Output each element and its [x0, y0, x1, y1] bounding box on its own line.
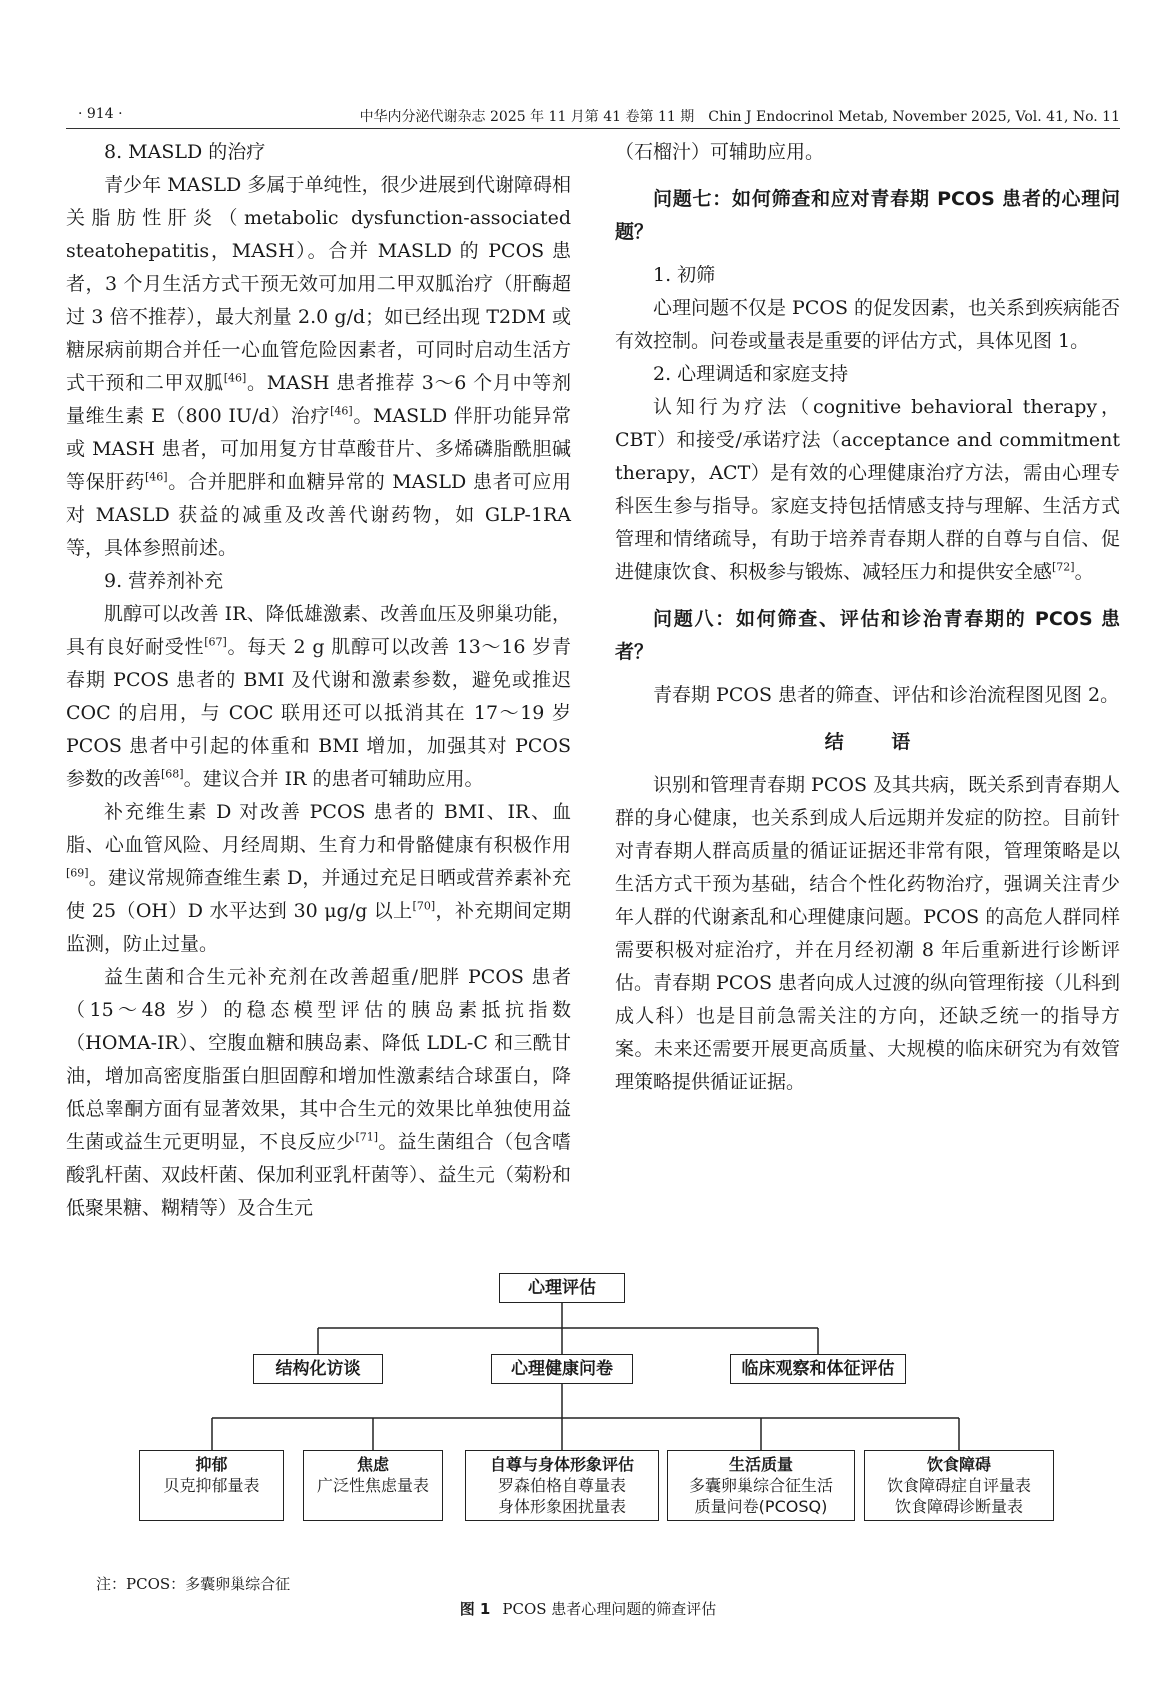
paragraph-inositol: 肌醇可以改善 IR、降低雄激素、改善血压及卵巢功能，具有良好耐受性[67]。每天 2 g 肌醇可以改善 13～16 岁青春期 PCOS 患者的 BMI 及代谢和激素参数，避免或推迟 COC 的启用，与 COC 联用还可以抵消其在 17～19 岁 PCOS 患者中引起的体重和 BMI 增加，加强其对 PCOS 参数的改善[68]。建议合并 IR 的患者可辅助应用。 — [66, 603, 571, 790]
paragraph-probiotics: 益生菌和合生元补充剂在改善超重/肥胖 PCOS 患者（15～48 岁）的稳态模型评估的胰岛素抵抗指数（HOMA-IR）、空腹血糖和胰岛素、降低 LDL-C 和三酰甘油，增加高密度脂蛋白胆固醇和增加性激素结合球蛋白，降低总睾酮方面有显著效果，其中合生元的效果比单独使用益生菌或益生元更明显，不良反应少[71]。益生菌组合（包含嗜酸乳杆菌、双歧杆菌、保加利亚乳杆菌等）、益生元（菊粉和低聚果糖、糊精等）及合生元 — [66, 966, 571, 1219]
paragraph-flowchart-ref: 青春期 PCOS 患者的筛查、评估和诊治流程图见图 2。 — [653, 684, 1120, 706]
figure-caption-text: PCOS 患者心理问题的筛查评估 — [502, 1600, 717, 1618]
paragraph-screening: 心理问题不仅是 PCOS 的促发因素，也关系到疾病能否有效控制。问卷或量表是重要的评估方式，具体见图 1。 — [615, 297, 1120, 352]
paragraph-family-support: 认知行为疗法（cognitive behavioral therapy，CBT）和接受/承诺疗法（acceptance and commitment therapy，ACT）是有效的心理健康治疗方法，需由心理专科医生参与指导。家庭支持包括情感支持与理解、生活方式管理和情绪疏导，有助于培养青春期人群的自尊与自信、促进健康饮食、积极参与锻炼、减轻压力和提供安全感[72]。 — [615, 396, 1120, 583]
figure-note: 注：PCOS：多囊卵巢综合征 — [96, 1575, 291, 1593]
page-number: · 914 · — [78, 106, 123, 122]
citation: [46] — [223, 371, 247, 385]
subsection-screening: 1. 初筛 — [653, 264, 716, 286]
citation: [46] — [330, 404, 353, 418]
flow-questionnaire-box: 心理健康问卷 — [491, 1354, 633, 1384]
question-seven-heading: 问题七：如何筛查和应对青春期 PCOS 患者的心理问题？ — [615, 188, 1120, 243]
citation: [67] — [204, 635, 227, 649]
citation: [72] — [1052, 560, 1075, 574]
journal-running-head: 中华内分泌代谢杂志 2025 年 11 月第 41 卷第 11 期 Chin J Endocrinol Metab, November 2025, Vol. 41, No. 11 — [359, 109, 1120, 125]
flow-leaf-eating-disorder: 饮食障碍 饮食障碍症自评量表 饮食障碍诊断量表 — [864, 1450, 1054, 1521]
citation: [69] — [66, 866, 89, 880]
right-column — [615, 136, 1120, 1099]
paragraph-continuation: （石榴汁）可辅助应用。 — [615, 141, 825, 163]
flow-leaf-anxiety: 焦虑 广泛性焦虑量表 — [303, 1450, 443, 1521]
figure-caption — [0, 1598, 1176, 1619]
section-heading-masld: 8. MASLD 的治疗 — [104, 141, 266, 163]
citation: [71] — [355, 1130, 379, 1144]
page-header — [66, 104, 1120, 129]
left-column — [66, 136, 571, 1225]
flow-leaf-quality-of-life: 生活质量 多囊卵巢综合征生活 质量问卷(PCOSQ) — [667, 1450, 855, 1521]
paragraph-conclusion: 识别和管理青春期 PCOS 及其共病，既关系到青春期人群的身心健康，也关系到成人后远期并发症的防控。目前针对青春期人群高质量的循证证据还非常有限，管理策略是以生活方式干预为基础，结合个性化药物治疗，强调关注青少年人群的代谢紊乱和心理健康问题。PCOS 的高危人群同样需要积极对症治疗，并在月经初潮 8 年后重新进行诊断评估。青春期 PCOS 患者向成人过渡的纵向管理衔接（儿科到成人科）也是目前急需关注的方向，还缺乏统一的指导方案。未来还需要开展更高质量、大规模的临床研究为有效管理策略提供循证证据。 — [615, 774, 1120, 1093]
paragraph-masld: 青少年 MASLD 多属于单纯性，很少进展到代谢障碍相关脂肪性肝炎（metabolic dysfunction-associated steatohepatitis，MASH）。合并 MASLD 的 PCOS 患者，3 个月生活方式干预无效可加用二甲双胍治疗（肝酶超过 3 倍不推荐），最大剂量 2.0 g/d；如已经出现 T2DM 或糖尿病前期合并任一心血管危险因素者，可同时启动生活方式干预和二甲双胍[46]。MASH 患者推荐 3～6 个月中等剂量维生素 E（800 IU/d）治疗[46]。MASLD 伴肝功能异常或 MASH 患者，可加用复方甘草酸苷片、多烯磷脂酰胆碱等保肝药[46]。合并肥胖和血糖异常的 MASLD 患者可应用对 MASLD 获益的减重及改善代谢药物，如 GLP-1RA 等，具体参照前述。 — [66, 174, 571, 559]
flow-structured-interview-box: 结构化访谈 — [253, 1354, 383, 1384]
conclusion-heading: 结语 — [824, 731, 958, 753]
flow-clinical-observation-box: 临床观察和体征评估 — [730, 1354, 906, 1384]
citation: [46] — [144, 470, 168, 484]
paragraph-vitamin-d: 补充维生素 D 对改善 PCOS 患者的 BMI、IR、血脂、心血管风险、月经周期、生育力和骨骼健康有积极作用[69]。建议常规筛查维生素 D，并通过充足日晒或营养素补充使 25（OH）D 水平达到 30 μg/g 以上[70]，补充期间定期监测，防止过量。 — [66, 801, 571, 955]
citation: [68] — [161, 767, 184, 781]
citation: [70] — [412, 899, 436, 913]
section-heading-nutrition: 9. 营养剂补充 — [104, 570, 224, 592]
flow-leaf-depression: 抑郁 贝克抑郁量表 — [139, 1450, 284, 1521]
flow-leaf-self-esteem: 自尊与身体形象评估 罗森伯格自尊量表 身体形象困扰量表 — [465, 1450, 659, 1521]
question-eight-heading: 问题八：如何筛查、评估和诊治青春期的 PCOS 患者？ — [615, 608, 1120, 663]
figure-caption-number: 图 1 — [459, 1600, 491, 1618]
flow-root-box: 心理评估 — [499, 1273, 625, 1303]
subsection-family-support: 2. 心理调适和家庭支持 — [653, 363, 849, 385]
